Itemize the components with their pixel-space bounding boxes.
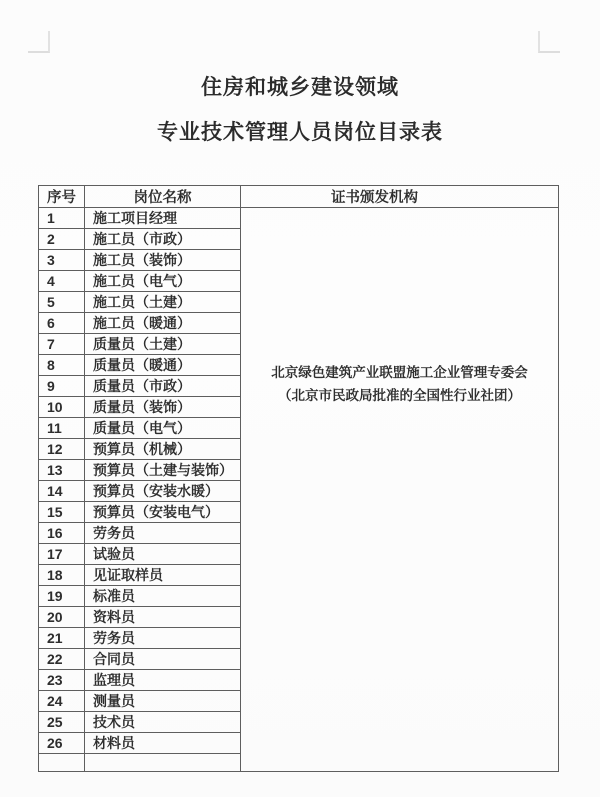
row-no: 24 — [39, 691, 85, 712]
row-no: 23 — [39, 670, 85, 691]
row-position: 测量员 — [85, 691, 241, 712]
row-position: 预算员（土建与装饰） — [85, 460, 241, 481]
row-position: 劳务员 — [85, 523, 241, 544]
row-position: 预算员（安装水暖） — [85, 481, 241, 502]
row-no: 10 — [39, 397, 85, 418]
scan-corner-mark-left — [28, 31, 50, 53]
row-no: 9 — [39, 376, 85, 397]
row-position: 质量员（电气） — [85, 418, 241, 439]
authority-name: 北京绿色建筑产业联盟施工企业管理专委会 — [271, 365, 528, 380]
row-position: 质量员（装饰） — [85, 397, 241, 418]
row-position: 监理员 — [85, 670, 241, 691]
row-no: 20 — [39, 607, 85, 628]
row-no: 12 — [39, 439, 85, 460]
row-position: 施工员（土建） — [85, 292, 241, 313]
scan-corner-mark-right — [538, 31, 560, 53]
row-no — [39, 754, 85, 772]
row-position: 见证取样员 — [85, 565, 241, 586]
row-no: 6 — [39, 313, 85, 334]
row-position: 材料员 — [85, 733, 241, 754]
row-position: 劳务员 — [85, 628, 241, 649]
document-title-line1: 住房和城乡建设领域 — [201, 76, 399, 99]
row-no: 15 — [39, 502, 85, 523]
row-no: 18 — [39, 565, 85, 586]
row-position: 质量员（暖通） — [85, 355, 241, 376]
row-no: 25 — [39, 712, 85, 733]
row-no: 22 — [39, 649, 85, 670]
table-header-row — [39, 186, 559, 208]
row-position: 质量员（土建） — [85, 334, 241, 355]
authority-note: （北京市民政局批准的全国性行业社团） — [278, 388, 521, 403]
row-no: 8 — [39, 355, 85, 376]
row-no: 16 — [39, 523, 85, 544]
row-position: 施工员（电气） — [85, 271, 241, 292]
row-position: 施工项目经理 — [85, 208, 241, 229]
row-position: 标准员 — [85, 586, 241, 607]
row-no: 4 — [39, 271, 85, 292]
table-row — [39, 208, 559, 229]
row-position: 施工员（市政） — [85, 229, 241, 250]
row-no: 14 — [39, 481, 85, 502]
row-position: 预算员（安装电气） — [85, 502, 241, 523]
row-no: 3 — [39, 250, 85, 271]
row-no: 19 — [39, 586, 85, 607]
row-no: 26 — [39, 733, 85, 754]
position-directory-table — [38, 185, 559, 772]
row-position: 技术员 — [85, 712, 241, 733]
row-no: 13 — [39, 460, 85, 481]
row-no: 17 — [39, 544, 85, 565]
row-position: 施工员（装饰） — [85, 250, 241, 271]
row-no: 7 — [39, 334, 85, 355]
column-header-no: 序号 — [39, 186, 85, 208]
row-position: 合同员 — [85, 649, 241, 670]
document-title-line2: 专业技术管理人员岗位目录表 — [157, 121, 443, 144]
row-position: 质量员（市政） — [85, 376, 241, 397]
authority-cell — [241, 208, 559, 772]
row-position: 资料员 — [85, 607, 241, 628]
row-position: 施工员（暖通） — [85, 313, 241, 334]
row-no: 11 — [39, 418, 85, 439]
row-position: 试验员 — [85, 544, 241, 565]
row-position — [85, 754, 241, 772]
row-position: 预算员（机械） — [85, 439, 241, 460]
row-no: 21 — [39, 628, 85, 649]
column-header-authority: 证书颁发机构 — [241, 186, 559, 208]
row-no: 2 — [39, 229, 85, 250]
row-no: 5 — [39, 292, 85, 313]
row-no: 1 — [39, 208, 85, 229]
column-header-position: 岗位名称 — [85, 186, 241, 208]
